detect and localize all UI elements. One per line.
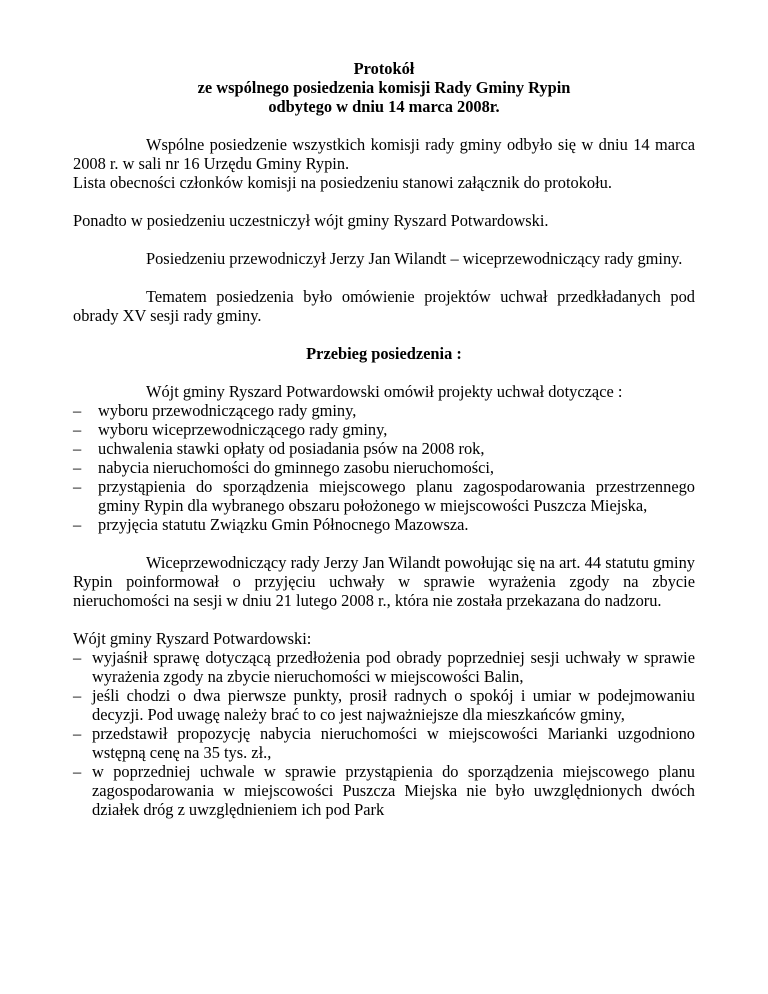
paragraph-attendance: Lista obecności członków komisji na posiedzeniu stanowi załącznik do protokołu. [73,173,612,192]
document-title [73,59,695,116]
paragraph-topic: Tematem posiedzenia było omówienie projektów uchwał przedkładanych pod obrady XV sesji rady gminy. [73,287,695,325]
paragraph-participants: Ponadto w posiedzeniu uczestniczył wójt gminy Ryszard Potwardowski. [73,211,549,230]
list-item: – w poprzedniej uchwale w sprawie przystąpienia do sporządzenia miejscowego planu zagospodarowania w miejscowości Puszcza Miejska nie było uwzględnionych dwóch działek dróg z uwzględnieniem ich pod Park [73,762,695,819]
list-item: – jeśli chodzi o dwa pierwsze punkty, prosił radnych o spokój i umiar w podejmowaniu decyzji. Pod uwagę należy brać to co jest najważniejsze dla mieszkańców gminy, [73,686,695,724]
list-item: – przedstawił propozycję nabycia nieruchomości w miejscowości Marianki uzgodniono wstępną cenę na 35 tys. zł., [73,724,695,762]
title-line-2: ze wspólnego posiedzenia komisji Rady Gminy Rypin [197,78,571,97]
dash-bullet: – [73,420,82,439]
list-item: – nabycia nieruchomości do gminnego zasobu nieruchomości, [73,458,495,477]
list-item: – przystąpienia do sporządzenia miejscowego planu zagospodarowania przestrzennego gminy Rypin dla wybranego obszaru położonego w miejscowości Puszcza Miejska, [73,477,695,515]
paragraph-meeting-info: Wspólne posiedzenie wszystkich komisji rady gminy odbyło się w dniu 14 marca 2008 r. w sali nr 16 Urzędu Gminy Rypin. [73,135,695,173]
dash-bullet: – [73,401,82,420]
list-item: – wyjaśnił sprawę dotyczącą przedłożenia pod obrady poprzedniej sesji uchwały w sprawie wyrażenia zgody na zbycie nieruchomości w miejscowości Balin, [73,648,695,686]
title-line-1: Protokół [353,59,415,78]
dash-bullet: – [73,686,82,705]
dash-bullet: – [73,648,82,667]
dash-bullet: – [73,724,82,743]
title-line-3: odbytego w dniu 14 marca 2008r. [268,97,500,116]
paragraph-resolutions-intro: Wójt gminy Ryszard Potwardowski omówił projekty uchwał dotyczące : [146,382,623,401]
list-item: – przyjęcia statutu Związku Gmin Północnego Mazowsza. [73,515,469,534]
dash-bullet: – [73,439,82,458]
dash-bullet: – [73,458,82,477]
paragraph-mayor-intro: Wójt gminy Ryszard Potwardowski: [73,629,312,648]
paragraph-vice-chairman: Wiceprzewodniczący rady Jerzy Jan Wilandt powołując się na art. 44 statutu gminy Rypin poinformował o przyjęciu uchwały w sprawie wyrażenia zgody na zbycie nieruchomości na sesji w dniu 21 lutego 2008 r., która nie została przekazana do nadzoru. [73,553,695,610]
dash-bullet: – [73,477,82,496]
mayor-statements-list [73,648,695,819]
resolutions-list [73,401,695,534]
dash-bullet: – [73,515,82,534]
dash-bullet: – [73,762,82,781]
list-item: – wyboru przewodniczącego rady gminy, [73,401,357,420]
section-heading: Przebieg posiedzenia : [306,344,462,363]
list-item: – wyboru wiceprzewodniczącego rady gminy, [73,420,388,439]
paragraph-chairman: Posiedzeniu przewodniczył Jerzy Jan Wilandt – wiceprzewodniczący rady gminy. [146,249,683,268]
list-item: – uchwalenia stawki opłaty od posiadania psów na 2008 rok, [73,439,485,458]
